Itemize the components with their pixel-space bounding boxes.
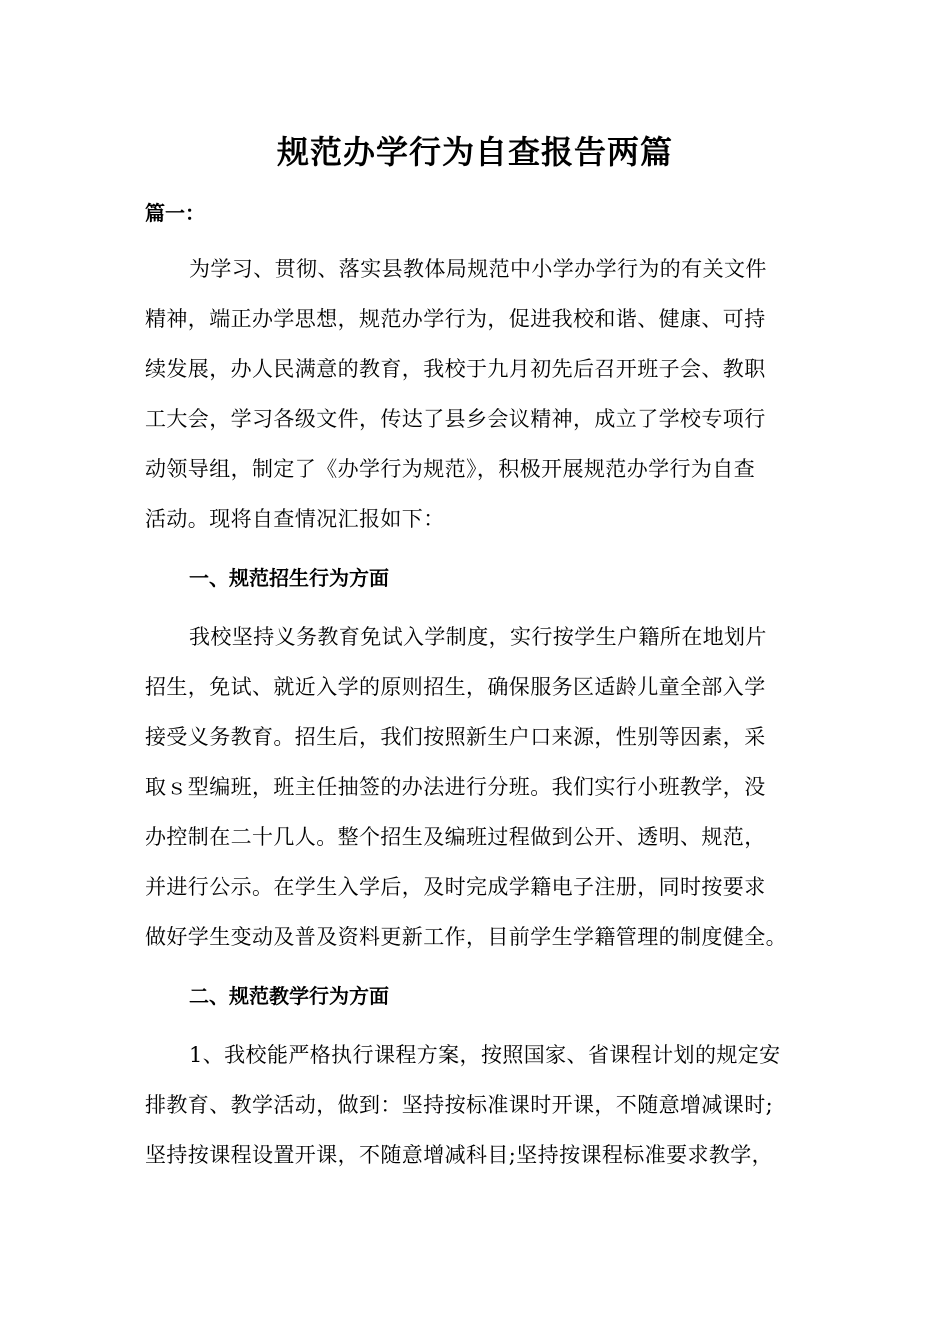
- teaching-paragraph: [145, 1030, 805, 1180]
- intro-paragraph: [145, 244, 805, 544]
- paragraph-line: 动领导组，制定了《办学行为规范》，积极开展规范办学行为自查: [145, 457, 756, 481]
- paragraph-line: 为学习、贯彻、落实县教体局规范中小学办学行为的有关文件: [189, 257, 767, 281]
- paragraph-line: 并进行公示。在学生入学后，及时完成学籍电子注册，同时按要求: [145, 875, 766, 899]
- paragraph-line: 活动。现将自查情况汇报如下：: [145, 507, 445, 531]
- paragraph-line: 接受义务教育。招生后，我们按照新生户口来源，性别等因素，采: [145, 725, 766, 749]
- paragraph-line: 取ｓ型编班，班主任抽签的办法进行分班。我们实行小班教学，没: [145, 775, 766, 799]
- part-label: 篇一：: [145, 201, 205, 225]
- section-heading-admission: 一、规范招生行为方面: [189, 566, 389, 590]
- paragraph-line: 我校坚持义务教育免试入学制度，实行按学生户籍所在地划片: [189, 625, 767, 649]
- paragraph-line: 1、我校能严格执行课程方案，按照国家、省课程计划的规定安: [189, 1043, 781, 1067]
- paragraph-line: 续发展，办人民满意的教育，我校于九月初先后召开班子会、教职: [145, 357, 766, 381]
- paragraph-line: 工大会，学习各级文件，传达了县乡会议精神，成立了学校专项行: [145, 407, 766, 431]
- admission-paragraph: [145, 612, 805, 962]
- paragraph-line: 精神，端正办学思想，规范办学行为，促进我校和谐、健康、可持: [145, 307, 766, 331]
- paragraph-line: 坚持按课程设置开课，不随意增减科目;坚持按课程标准要求教学，: [145, 1143, 774, 1167]
- document-title: 规范办学行为自查报告两篇: [276, 133, 673, 171]
- paragraph-line: 办控制在二十几人。整个招生及编班过程做到公开、透明、规范，: [145, 825, 766, 849]
- section-heading-teaching: 二、规范教学行为方面: [189, 984, 389, 1008]
- paragraph-line: 做好学生变动及普及资料更新工作，目前学生学籍管理的制度健全。: [145, 925, 787, 949]
- paragraph-line: 排教育、教学活动，做到：坚持按标准课时开课，不随意增减课时;: [145, 1093, 774, 1117]
- paragraph-line: 招生，免试、就近入学的原则招生，确保服务区适龄儿童全部入学: [145, 675, 766, 699]
